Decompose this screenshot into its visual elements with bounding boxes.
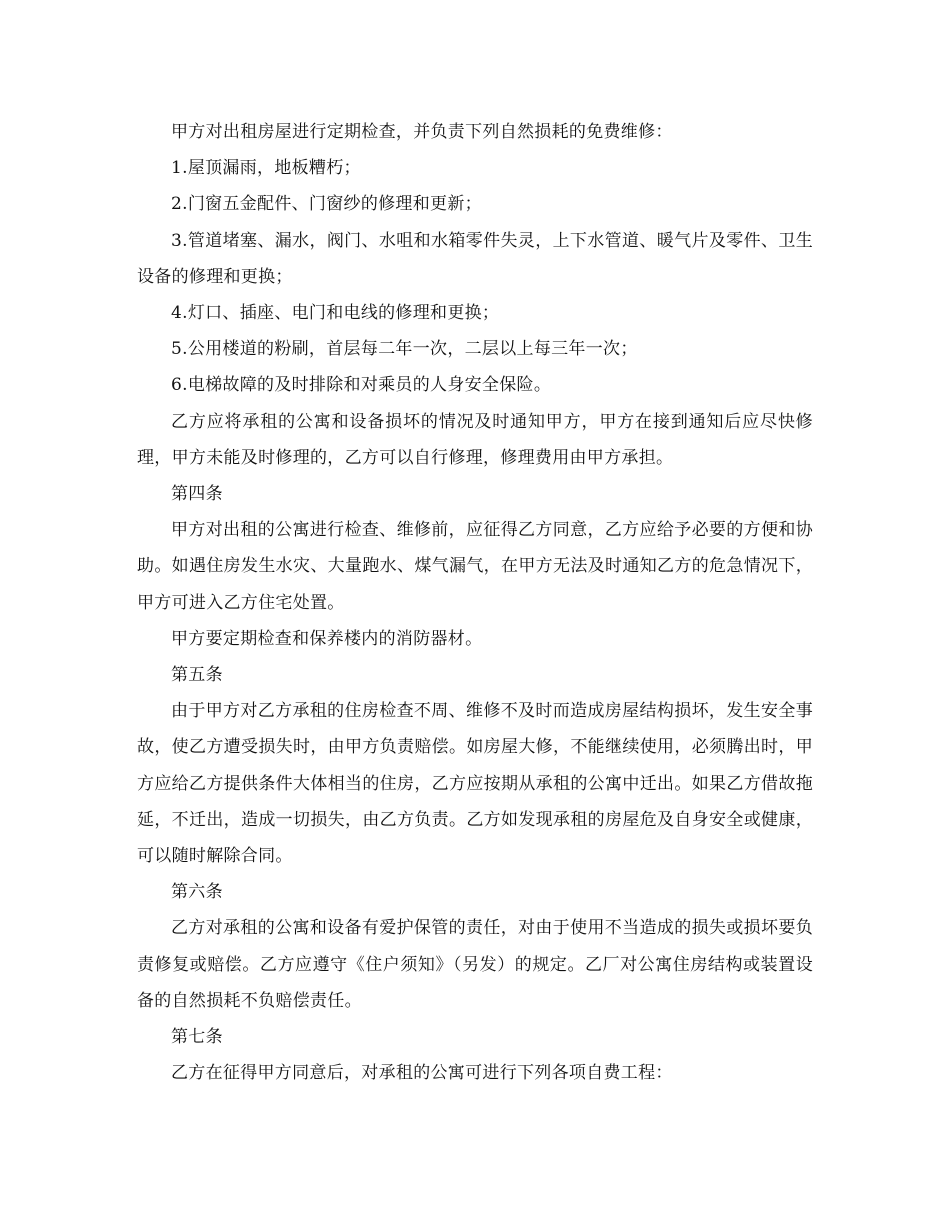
article-6-heading: 第六条 <box>171 882 223 903</box>
document-body <box>137 114 813 1091</box>
article-7-heading: 第七条 <box>171 1027 223 1048</box>
paragraph-item-2: 2.门窗五金配件、门窗纱的修理和更新； <box>171 194 482 215</box>
article-5-text: 由于甲方对乙方承租的住房检查不周、维修不及时而造成房屋结构损坏，发生安全事故，使乙方遭受损失时，由甲方负责赔偿。如房屋大修，不能继续使用，必须腾出时，甲方应给乙方提供条件大体相当的住房，乙方应按期从承租的公寓中迁出。如果乙方借故拖延，不迁出，造成一切损失，由乙方负责。乙方如发现承租的房屋危及自身安全或健康，可以随时解除合同。 <box>137 701 813 867</box>
article-4-text: 甲方对出租的公寓进行检查、维修前，应征得乙方同意，乙方应给予必要的方便和协助。如遇住房发生水灾、大量跑水、煤气漏气，在甲方无法及时通知乙方的危急情况下，甲方可进入乙方住宅处置。 <box>137 520 813 613</box>
paragraph-item-1: 1.屋顶漏雨，地板糟朽； <box>171 158 361 179</box>
article-6-text: 乙方对承租的公寓和设备有爱护保管的责任，对由于使用不当造成的损失或损坏要负责修复或赔偿。乙方应遵守《住户须知》（另发）的规定。乙厂对公寓住房结构或装置设备的自然损耗不负赔偿责任。 <box>137 918 813 1011</box>
paragraph-maintenance-intro: 甲方对出租房屋进行定期检查，并负责下列自然损耗的免费维修： <box>171 122 673 142</box>
paragraph-item-6: 6.电梯故障的及时排除和对乘员的人身安全保险。 <box>171 375 552 396</box>
article-7-text: 乙方在征得甲方同意后，对承租的公寓可进行下列各项自费工程： <box>171 1063 673 1084</box>
article-5-heading: 第五条 <box>171 665 223 686</box>
paragraph-item-5: 5.公用楼道的粉刷，首层每二年一次，二层以上每三年一次； <box>171 339 638 360</box>
paragraph-item-3: 3.管道堵塞、漏水，阀门、水咀和水箱零件失灵，上下水管道、暖气片及零件、卫生设备的修理和更换； <box>137 230 813 287</box>
article-4-heading: 第四条 <box>171 484 223 505</box>
paragraph-notify-repair: 乙方应将承租的公寓和设备损坏的情况及时通知甲方，甲方在接到通知后应尽快修理，甲方未能及时修理的，乙方可以自行修理，修理费用由甲方承担。 <box>137 411 813 468</box>
paragraph-item-4: 4.灯口、插座、电门和电线的修理和更换； <box>171 303 500 324</box>
article-4-fire-equipment: 甲方要定期检查和保养楼内的消防器材。 <box>171 628 483 649</box>
